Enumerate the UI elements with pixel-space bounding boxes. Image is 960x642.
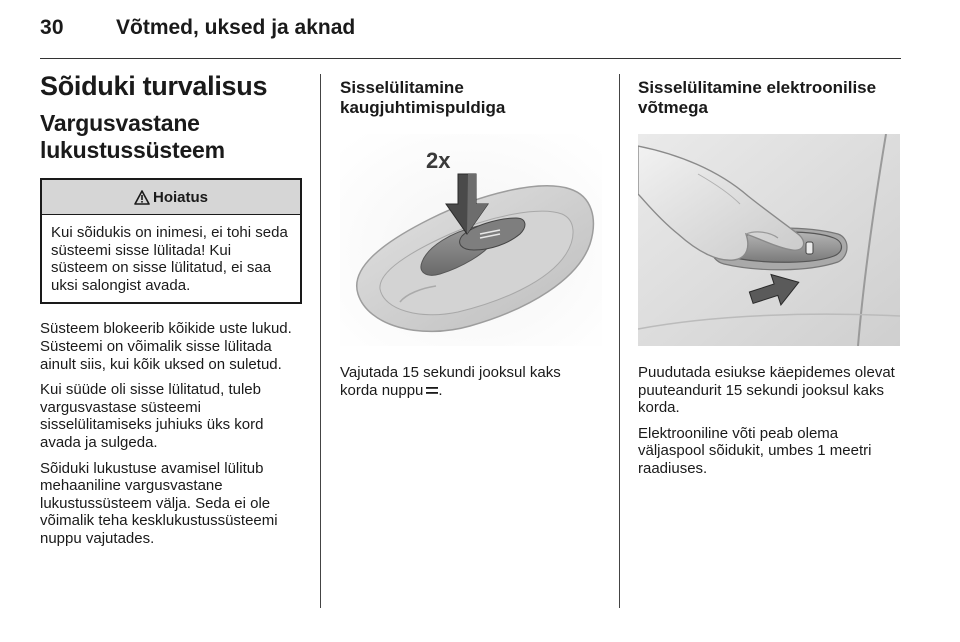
- column-3: [638, 78, 900, 486]
- paragraph: Süsteem blokeerib kõikide uste lukud. Süsteemi on võimalik sisse lülitada ainult siis, kui kõik uksed on suletud.: [40, 320, 292, 373]
- remote-key-image: [340, 134, 602, 346]
- instruction-text-end: .: [438, 381, 443, 399]
- section-title: Sõiduki turvalisus: [40, 71, 268, 101]
- subsection-title: Vargusvastane lukustussüsteem: [40, 110, 225, 163]
- warning-text: Kui sõidukis on inimesi, ei tohi seda süsteemi sisse lülitada! Kui süsteem on sisse lülitatud, ei saa uksi salongist avada.: [51, 224, 288, 294]
- warning-box: [40, 178, 302, 304]
- warning-triangle-icon: [134, 190, 150, 205]
- header-rule: [40, 58, 901, 59]
- column-divider-left: [320, 74, 321, 608]
- page-number: 30: [40, 16, 64, 39]
- paragraph: Elektrooniline võti peab olema väljaspool sõidukit, umbes 1 meetri raadiuses.: [638, 424, 872, 477]
- column-1: [40, 70, 302, 556]
- paragraph: Sõiduki lukustuse avamisel lülitub mehaaniline vargusvastane lukustussüsteem välja. Seda ei ole võimalik teha kesklukustussüsteemi nuppu vajutades.: [40, 459, 278, 547]
- remote-key-illustration: [340, 134, 602, 346]
- column-2: [340, 78, 602, 407]
- column-heading: Sisselülitamine elektroonilise võtmega: [638, 78, 877, 117]
- door-handle-image: [638, 134, 900, 346]
- paragraph: Puudutada esiukse käepidemes olevat puuteandurit 15 sekundi jooksul kaks korda.: [638, 364, 895, 417]
- lock-button-icon: [426, 386, 438, 395]
- door-handle-illustration: [638, 134, 900, 346]
- instruction-text: [340, 364, 602, 399]
- warning-title: Hoiatus: [152, 188, 208, 206]
- paragraph: Kui süüde oli sisse lülitatud, tuleb vargusvastase süsteemi sisselülitamiseks juhiuks üks kord avada ja sulgeda.: [40, 381, 264, 451]
- instruction-text-main: Vajutada 15 sekundi jooksul kaks korda nuppu: [340, 364, 561, 399]
- warning-header: [42, 180, 300, 215]
- column-heading: Sisselülitamine kaugjuhtimispuldiga: [340, 78, 506, 117]
- running-header: Võtmed, uksed ja aknad: [116, 16, 356, 39]
- column-divider-right: [619, 74, 620, 608]
- press-count-label: 2x: [426, 148, 451, 173]
